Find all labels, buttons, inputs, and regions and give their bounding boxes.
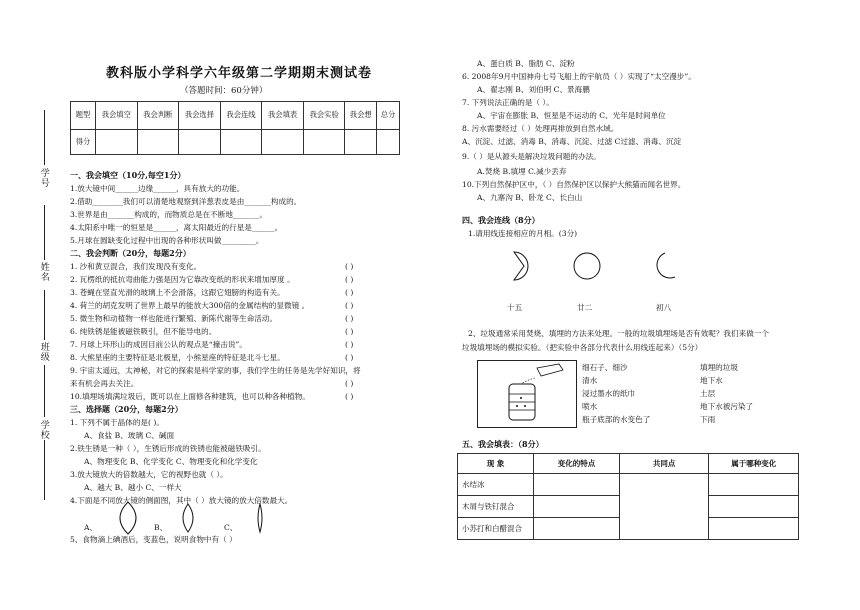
choice-options: A、蛋白质 B、脂肪 C、淀粉 bbox=[477, 59, 575, 68]
fill-table-header: 属于哪种变化 bbox=[709, 454, 799, 474]
answer-bracket[interactable]: ( ) bbox=[345, 340, 354, 349]
choice-options: A.焚烧 B.填埋 C.减少丢弃 bbox=[477, 167, 567, 176]
score-header-cell: 我会填表 bbox=[262, 102, 304, 130]
side-label-number: 学号 bbox=[38, 168, 49, 188]
choice-options: A、物理变化 B、化学变化 C、物理变化和化学变化 bbox=[84, 457, 258, 466]
fill-table-cell[interactable] bbox=[709, 496, 799, 518]
choice-question: 1. 下列不属于晶体的是( )。 bbox=[70, 418, 164, 427]
section3-title: 三、选择题（20分，每题2分） bbox=[70, 404, 183, 414]
judge-question: 来有机会再去关注。 bbox=[70, 379, 139, 388]
side-line bbox=[44, 205, 45, 260]
match-left-item[interactable]: 清水 bbox=[582, 376, 598, 385]
fill-table-row-label: 水结冰 bbox=[458, 474, 534, 496]
fill-question: 3.世界是由_______构成的，而物质总是在不断地_______。 bbox=[70, 210, 268, 219]
fill-table-header: 变化的特点 bbox=[534, 454, 620, 474]
choice-options: A、沉淀、过滤、消毒 B、消毒、沉淀、过滤 C过滤、消毒、沉淀 bbox=[462, 137, 682, 146]
crescent-moon-icon bbox=[657, 253, 675, 278]
side-line bbox=[44, 290, 45, 340]
choice-question: 2.铁生锈是一种（ ），生锈后形成的铁锈也能被磁铁吸引。 bbox=[70, 444, 266, 453]
answer-bracket[interactable]: ( ) bbox=[345, 379, 354, 388]
lens-b-icon bbox=[183, 504, 193, 532]
fill-table-header: 现 象 bbox=[458, 454, 534, 474]
fill-table-cell[interactable] bbox=[709, 474, 799, 496]
answer-bracket[interactable]: ( ) bbox=[345, 275, 354, 284]
choice-options: A、九寨沟 B、卧龙 C、长白山 bbox=[477, 193, 583, 202]
choice-question: 9.（ ）是从源头是解决垃圾问题的办法。 bbox=[462, 152, 601, 161]
judge-question: 8. 大熊星座的主要特征是北极星，小熊星座的特征是北斗七星。 bbox=[70, 353, 285, 362]
score-cell[interactable] bbox=[137, 130, 179, 155]
match-right-item[interactable]: 地下水被污染了 bbox=[700, 402, 754, 411]
score-cell[interactable] bbox=[303, 130, 345, 155]
fill-table bbox=[457, 453, 799, 540]
judge-question: 5. 微生物和动植物一样也能进行繁殖、新陈代谢等生命活动。 bbox=[70, 314, 278, 323]
match-left-item[interactable]: 瓶子底部的水变色了 bbox=[582, 415, 651, 424]
fill-table-header: 共同点 bbox=[619, 454, 709, 474]
judge-question: 6. 纯铁锈是能被磁铁吸引，但不能导电的。 bbox=[70, 327, 217, 336]
answer-bracket[interactable]: ( ) bbox=[345, 262, 354, 271]
full-moon-icon bbox=[574, 253, 600, 279]
lens-option-a[interactable]: A、 bbox=[84, 523, 98, 532]
section4-title: 四、我会连线（8分） bbox=[462, 215, 540, 225]
judge-question: 10.填埋场填满垃圾后，既可以在上面修各种建筑，也可以种各种植物。 bbox=[70, 392, 310, 401]
page-title: 教科版小学科学六年级第二学期期末测试卷 bbox=[106, 66, 373, 81]
score-header-cell: 我会选择 bbox=[179, 102, 221, 130]
fill-table-cell[interactable] bbox=[534, 496, 620, 518]
score-row-label: 得分 bbox=[71, 130, 96, 155]
page-subtitle: （答题时间：60分钟） bbox=[180, 86, 268, 96]
answer-bracket[interactable]: ( ) bbox=[345, 301, 354, 310]
judge-question: 9. 宇宙太遥远，太神秘，对它的探索是科学家的事，我们学生的任务是先学好知识，将 bbox=[70, 366, 361, 375]
match-left-item[interactable]: 细石子、细沙 bbox=[582, 363, 628, 372]
match-question: 垃圾填埋场的模拟实验。（把实验中各部分代表什么用线连起来）（5分） bbox=[462, 343, 703, 352]
match-question: 2、垃圾通常采用焚烧、填埋的方法来处理。一般的垃圾填埋场是否有效呢？我们来做一个 bbox=[468, 329, 769, 338]
lens-option-b[interactable]: B、 bbox=[154, 523, 168, 532]
moon-label[interactable]: 廿二 bbox=[577, 303, 593, 312]
choice-options: A、越大 B、越小 C、一样大 bbox=[84, 483, 182, 492]
score-cell[interactable] bbox=[220, 130, 262, 155]
judge-question: 4. 荷兰的胡克发明了世界上最早的能放大300倍的金属结构的显微镜 。 bbox=[70, 301, 310, 310]
choice-options: A、翟志刚 B、刘伯明 C、景海鹏 bbox=[477, 85, 590, 94]
judge-question: 2. 瓦楞纸的抵抗弯曲能力强是因为它靠改变纸的形状来增加厚度 。 bbox=[70, 275, 295, 284]
fill-table-cell[interactable] bbox=[709, 518, 799, 540]
fill-table-cell[interactable] bbox=[619, 474, 709, 540]
side-line bbox=[44, 110, 45, 165]
score-header-cell: 我会连线 bbox=[220, 102, 262, 130]
side-label-name: 姓名 bbox=[38, 262, 49, 282]
lens-option-c[interactable]: C、 bbox=[224, 523, 238, 532]
choice-question: 5、食物滴上碘酒后，变蓝色，说明食物中有（ ） bbox=[70, 535, 237, 544]
lens-c-icon bbox=[258, 504, 262, 532]
choice-question: 4.下面是不同放大镜的侧面图，其中（ ）放大镜的放大倍数最大。 bbox=[70, 496, 293, 505]
score-cell[interactable] bbox=[345, 130, 377, 155]
score-header-cell: 题型 bbox=[71, 102, 96, 130]
score-header-cell: 我会判断 bbox=[137, 102, 179, 130]
answer-bracket[interactable]: ( ) bbox=[345, 327, 354, 336]
score-cell[interactable] bbox=[179, 130, 221, 155]
fill-table-row-label: 小苏打和白醋混合 bbox=[458, 518, 534, 540]
score-header-cell: 我会想 bbox=[345, 102, 377, 130]
lens-diagrams bbox=[110, 500, 290, 536]
sprayer-icon bbox=[537, 364, 563, 376]
moon-label[interactable]: 初八 bbox=[656, 303, 672, 312]
moon-label[interactable]: 十五 bbox=[507, 303, 523, 312]
answer-bracket[interactable]: ( ) bbox=[345, 353, 354, 362]
judge-question: 7. 月球上环形山的成因目前公认的观点是“撞击说”。 bbox=[70, 340, 247, 349]
lens-a-icon bbox=[120, 502, 136, 534]
score-table bbox=[70, 101, 400, 155]
choice-question: 8. 污水需要经过（ ）处理再排放到自然水域。 bbox=[462, 124, 619, 133]
score-cell[interactable] bbox=[377, 130, 400, 155]
landfill-apparatus bbox=[477, 360, 577, 428]
side-label-class: 班级 bbox=[38, 342, 49, 362]
choice-question: 3.放大镜放大的倍数越大，它的视野也就（ ）。 bbox=[70, 470, 228, 479]
match-right-item[interactable]: 地下水 bbox=[700, 376, 723, 385]
score-cell[interactable] bbox=[96, 130, 138, 155]
answer-bracket[interactable]: ( ) bbox=[345, 392, 354, 401]
match-left-item[interactable]: 浸过墨水的纸巾 bbox=[582, 389, 636, 398]
fill-table-cell[interactable] bbox=[534, 518, 620, 540]
score-header-cell: 我会实验 bbox=[303, 102, 345, 130]
match-question: 1.请用线连接相应的月相。(3分) bbox=[468, 229, 578, 238]
section1-title: 一、我会填空（10分,每空1分） bbox=[70, 170, 186, 180]
choice-question: 7. 下列说法正确的是（ ）。 bbox=[462, 98, 554, 107]
judge-question: 3. 苍蝇在竖直光滑的玻璃上不会滑落，这跟它翅膀的构造有关。 bbox=[70, 288, 285, 297]
score-header-cell: 总分 bbox=[377, 102, 400, 130]
score-header-cell: 我会填空 bbox=[96, 102, 138, 130]
section5-title: 五、我会填表：（8分） bbox=[462, 439, 544, 449]
side-line bbox=[44, 365, 45, 417]
answer-bracket[interactable]: ( ) bbox=[345, 314, 354, 323]
choice-options: A、食盐 B、玻璃 C、碱面 bbox=[84, 431, 175, 440]
fill-question: 5.月球在圆缺变化过程中出现的各种形状叫做_________。 bbox=[70, 236, 264, 245]
match-left-item[interactable]: 喷水 bbox=[582, 402, 598, 411]
moon-icon bbox=[514, 252, 528, 280]
match-right-item[interactable]: 下雨 bbox=[700, 415, 716, 424]
judge-question: 1. 沙和黄豆混合，我们发现没有变化。 bbox=[70, 262, 202, 271]
fill-table-row-label: 木屑与铁钉混合 bbox=[458, 496, 534, 518]
fill-question: 4.太阳系中唯一的恒星是______，离太阳最近的行星是______。 bbox=[70, 223, 283, 232]
choice-question: 10.下列自然保护区中，（ ）自然保护区以保护大熊猫而闻名世界。 bbox=[462, 180, 686, 189]
fill-question: 1.放大镜中间______边缘______，具有放大的功能。 bbox=[70, 184, 245, 193]
match-right-item[interactable]: 填埋的垃圾 bbox=[700, 363, 738, 372]
choice-question: 6. 2008年9月中国神舟七号飞船上的宇航员（ ）实现了“太空漫步”。 bbox=[462, 72, 696, 81]
answer-bracket[interactable]: ( ) bbox=[345, 288, 354, 297]
match-right-item[interactable]: 土层 bbox=[700, 389, 716, 398]
side-label-school: 学校 bbox=[38, 420, 49, 440]
score-cell[interactable] bbox=[262, 130, 304, 155]
fill-table-cell[interactable] bbox=[534, 474, 620, 496]
section2-title: 二、我会判断（20分，每题2分） bbox=[70, 248, 191, 258]
fill-question: 2.借助________我们可以清楚地观察到洋葱表皮是由_______构成的。 bbox=[70, 197, 302, 206]
choice-options: A、宇宙在膨胀 B、恒星是不运动的 C、光年是时间单位 bbox=[477, 111, 666, 120]
moon-phases bbox=[500, 246, 690, 286]
side-line bbox=[44, 440, 45, 500]
